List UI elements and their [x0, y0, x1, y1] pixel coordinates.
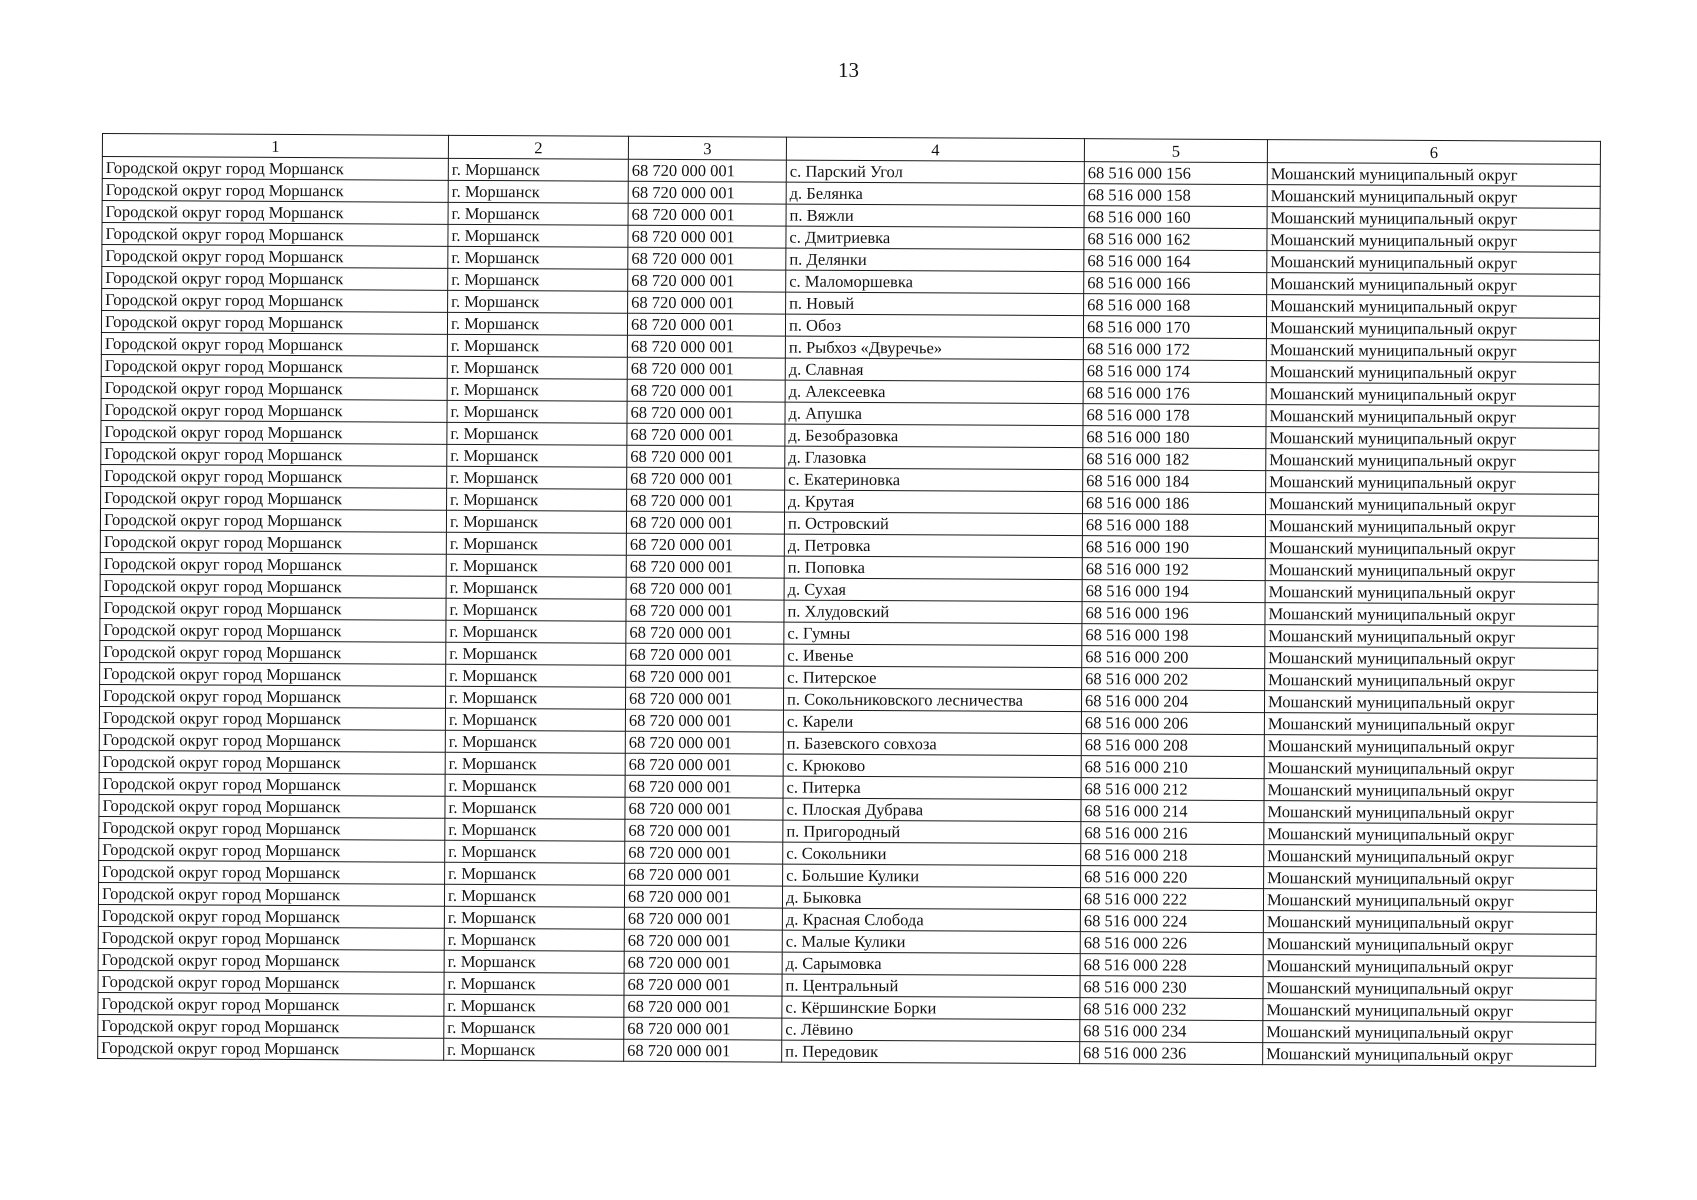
city-cell: г. Моршанск	[445, 686, 625, 709]
column-header: 6	[1267, 140, 1600, 165]
city-code-cell: 68 720 000 001	[624, 973, 782, 996]
settlement-cell: с. Карели	[783, 710, 1081, 734]
municipality-cell: Городской округ город Моршанск	[98, 948, 444, 972]
settlement-cell: с. Маломоршевка	[786, 270, 1084, 294]
settlement-code-cell: 68 516 000 168	[1084, 294, 1267, 317]
settlement-cell: п. Поповка	[784, 556, 1082, 580]
settlement-code-cell: 68 516 000 162	[1084, 228, 1267, 251]
municipality-cell: Городской округ город Моршанск	[101, 376, 447, 400]
municipality-cell: Городской округ город Моршанск	[100, 574, 446, 598]
settlement-cell: с. Екатериновка	[785, 468, 1083, 492]
municipality-cell: Городской округ город Моршанск	[101, 464, 447, 488]
district-cell: Мошанский муниципальный округ	[1264, 845, 1597, 869]
settlement-code-cell: 68 516 000 178	[1083, 404, 1266, 427]
column-header: 2	[448, 135, 628, 159]
city-code-cell: 68 720 000 001	[626, 577, 784, 600]
municipality-cell: Городской округ город Моршанск	[100, 618, 446, 642]
district-cell: Мошанский муниципальный округ	[1267, 163, 1600, 187]
city-code-cell: 68 720 000 001	[626, 533, 784, 556]
settlement-code-cell: 68 516 000 222	[1080, 888, 1263, 911]
city-code-cell: 68 720 000 001	[624, 885, 782, 908]
municipality-cell: Городской округ город Моршанск	[102, 267, 448, 291]
settlement-code-cell: 68 516 000 172	[1083, 338, 1266, 361]
settlement-cell: д. Сарымовка	[782, 952, 1080, 976]
settlement-code-cell: 68 516 000 176	[1083, 382, 1266, 405]
settlement-cell: п. Передовик	[782, 1040, 1080, 1064]
city-cell: г. Моршанск	[447, 378, 627, 401]
settlement-code-cell: 68 516 000 160	[1084, 206, 1267, 229]
district-cell: Мошанский муниципальный округ	[1265, 515, 1598, 539]
settlement-code-cell: 68 516 000 184	[1083, 470, 1266, 493]
city-code-cell: 68 720 000 001	[627, 467, 785, 490]
city-cell: г. Моршанск	[446, 576, 626, 599]
district-cell: Мошанский муниципальный округ	[1263, 1043, 1596, 1067]
district-cell: Мошанский муниципальный округ	[1266, 471, 1599, 495]
city-cell: г. Моршанск	[444, 994, 624, 1017]
city-code-cell: 68 720 000 001	[625, 775, 783, 798]
municipality-cell: Городской округ город Моршанск	[98, 1036, 444, 1060]
settlement-code-cell: 68 516 000 230	[1080, 976, 1263, 999]
settlement-cell: п. Хлудовский	[784, 600, 1082, 624]
settlement-code-cell: 68 516 000 212	[1081, 778, 1264, 801]
district-cell: Мошанский муниципальный округ	[1263, 977, 1596, 1001]
settlement-cell: п. Островский	[784, 512, 1082, 536]
city-code-cell: 68 720 000 001	[625, 819, 783, 842]
settlement-code-cell: 68 516 000 202	[1082, 668, 1265, 691]
municipality-cell: Городской округ город Моршанск	[101, 442, 447, 466]
city-code-cell: 68 720 000 001	[628, 181, 786, 204]
municipality-cell: Городской округ город Моршанск	[102, 179, 448, 203]
city-cell: г. Моршанск	[445, 796, 625, 819]
municipality-cell: Городской округ город Моршанск	[98, 904, 444, 928]
settlement-code-cell: 68 516 000 174	[1083, 360, 1266, 383]
settlement-cell: д. Апушка	[785, 402, 1083, 426]
district-cell: Мошанский муниципальный округ	[1267, 207, 1600, 231]
district-cell: Мошанский муниципальный округ	[1267, 185, 1600, 209]
settlement-code-cell: 68 516 000 224	[1080, 910, 1263, 933]
city-code-cell: 68 720 000 001	[624, 995, 782, 1018]
settlement-cell: д. Сухая	[784, 578, 1082, 602]
settlement-cell: п. Рыбхоз «Двуречье»	[785, 336, 1083, 360]
municipality-cell: Городской округ город Моршанск	[100, 530, 446, 554]
city-cell: г. Моршанск	[445, 730, 625, 753]
district-cell: Мошанский муниципальный округ	[1265, 559, 1598, 583]
settlement-code-cell: 68 516 000 216	[1081, 822, 1264, 845]
settlement-code-cell: 68 516 000 226	[1080, 932, 1263, 955]
city-cell: г. Моршанск	[444, 884, 624, 907]
district-cell: Мошанский муниципальный округ	[1265, 603, 1598, 627]
municipality-cell: Городской округ город Моршанск	[101, 311, 447, 335]
settlement-cell: д. Петровка	[784, 534, 1082, 558]
column-header: 4	[786, 137, 1084, 162]
settlement-code-cell: 68 516 000 190	[1082, 536, 1265, 559]
settlement-code-cell: 68 516 000 208	[1081, 734, 1264, 757]
district-cell: Мошанский муниципальный округ	[1267, 295, 1600, 319]
city-cell: г. Моршанск	[446, 642, 626, 665]
settlement-cell: с. Кёршинские Борки	[782, 996, 1080, 1020]
district-cell: Мошанский муниципальный округ	[1264, 779, 1597, 803]
municipality-cell: Городской округ город Моршанск	[98, 970, 444, 994]
city-cell: г. Моршанск	[448, 202, 628, 225]
city-code-cell: 68 720 000 001	[628, 247, 786, 270]
settlement-code-cell: 68 516 000 228	[1080, 954, 1263, 977]
settlement-cell: д. Славная	[785, 358, 1083, 382]
municipality-cell: Городской округ город Моршанск	[99, 816, 445, 840]
city-cell: г. Моршанск	[445, 708, 625, 731]
city-cell: г. Моршанск	[447, 334, 627, 357]
table-body	[98, 157, 1601, 1067]
city-cell: г. Моршанск	[445, 752, 625, 775]
city-code-cell: 68 720 000 001	[625, 731, 783, 754]
settlement-code-cell: 68 516 000 180	[1083, 426, 1266, 449]
city-code-cell: 68 720 000 001	[624, 929, 782, 952]
settlement-cell: п. Вяжли	[786, 204, 1084, 228]
city-cell: г. Моршанск	[446, 532, 626, 555]
settlement-code-cell: 68 516 000 200	[1082, 646, 1265, 669]
city-cell: г. Моршанск	[444, 906, 624, 929]
district-cell: Мошанский муниципальный округ	[1264, 757, 1597, 781]
municipality-cell: Городской округ город Моршанск	[100, 640, 446, 664]
district-cell: Мошанский муниципальный округ	[1265, 537, 1598, 561]
municipality-cell: Городской округ город Моршанск	[102, 157, 448, 181]
city-cell: г. Моршанск	[448, 268, 628, 291]
document-table-wrapper	[97, 133, 1601, 1067]
district-cell: Мошанский муниципальный округ	[1265, 647, 1598, 671]
city-cell: г. Моршанск	[446, 554, 626, 577]
settlement-code-cell: 68 516 000 182	[1083, 448, 1266, 471]
city-code-cell: 68 720 000 001	[625, 841, 783, 864]
settlement-cell: п. Центральный	[782, 974, 1080, 998]
settlement-cell: с. Ивенье	[784, 644, 1082, 668]
settlement-code-cell: 68 516 000 236	[1080, 1042, 1263, 1065]
settlement-cell: п. Сокольниковского лесничества	[783, 688, 1081, 712]
settlement-code-cell: 68 516 000 214	[1081, 800, 1264, 823]
municipality-cell: Городской округ город Моршанск	[102, 245, 448, 269]
municipality-cell: Городской округ город Моршанск	[99, 860, 445, 884]
city-cell: г. Моршанск	[448, 158, 628, 181]
settlement-code-cell: 68 516 000 196	[1082, 602, 1265, 625]
settlement-cell: п. Базевского совхоза	[783, 732, 1081, 756]
district-cell: Мошанский муниципальный округ	[1267, 229, 1600, 253]
municipality-cell: Городской округ город Моршанск	[101, 398, 447, 422]
municipality-cell: Городской округ город Моршанск	[99, 838, 445, 862]
municipality-cell: Городской округ город Моршанск	[98, 926, 444, 950]
city-code-cell: 68 720 000 001	[627, 423, 785, 446]
city-code-cell: 68 720 000 001	[627, 357, 785, 380]
settlement-code-cell: 68 516 000 194	[1082, 580, 1265, 603]
city-cell: г. Моршанск	[444, 1038, 624, 1061]
city-cell: г. Моршанск	[445, 840, 625, 863]
district-cell: Мошанский муниципальный округ	[1263, 1021, 1596, 1045]
municipality-cell: Городской округ город Моршанск	[101, 486, 447, 510]
city-code-cell: 68 720 000 001	[627, 313, 785, 336]
settlement-code-cell: 68 516 000 188	[1082, 514, 1265, 537]
settlement-code-cell: 68 516 000 234	[1080, 1020, 1263, 1043]
district-cell: Мошанский муниципальный округ	[1264, 867, 1597, 891]
city-cell: г. Моршанск	[445, 774, 625, 797]
city-code-cell: 68 720 000 001	[628, 159, 786, 182]
city-cell: г. Моршанск	[445, 818, 625, 841]
municipality-cell: Городской округ город Моршанск	[100, 552, 446, 576]
settlement-code-cell: 68 516 000 164	[1084, 250, 1267, 273]
city-cell: г. Моршанск	[446, 598, 626, 621]
municipality-cell: Городской округ город Моршанск	[102, 289, 448, 313]
settlement-code-cell: 68 516 000 186	[1083, 492, 1266, 515]
city-code-cell: 68 720 000 001	[624, 951, 782, 974]
column-header: 3	[628, 136, 786, 160]
district-cell: Мошанский муниципальный округ	[1266, 427, 1599, 451]
page-number: 13	[838, 58, 859, 82]
settlement-cell: с. Сокольники	[783, 842, 1081, 866]
city-code-cell: 68 720 000 001	[626, 621, 784, 644]
city-cell: г. Моршанск	[445, 862, 625, 885]
city-code-cell: 68 720 000 001	[625, 797, 783, 820]
settlement-code-cell: 68 516 000 206	[1081, 712, 1264, 735]
settlement-code-cell: 68 516 000 192	[1082, 558, 1265, 581]
city-code-cell: 68 720 000 001	[625, 687, 783, 710]
district-cell: Мошанский муниципальный округ	[1264, 823, 1597, 847]
settlement-cell: д. Крутая	[785, 490, 1083, 514]
district-cell: Мошанский муниципальный округ	[1266, 449, 1599, 473]
settlement-code-cell: 68 516 000 170	[1083, 316, 1266, 339]
city-code-cell: 68 720 000 001	[627, 489, 785, 512]
city-code-cell: 68 720 000 001	[625, 709, 783, 732]
municipality-cell: Городской округ город Моршанск	[99, 794, 445, 818]
settlement-cell: с. Гумны	[784, 622, 1082, 646]
municipality-cell: Городской округ город Моршанск	[99, 728, 445, 752]
settlement-cell: с. Плоская Дубрава	[783, 798, 1081, 822]
city-cell: г. Моршанск	[447, 444, 627, 467]
district-cell: Мошанский муниципальный округ	[1263, 999, 1596, 1023]
city-cell: г. Моршанск	[446, 620, 626, 643]
settlement-code-cell: 68 516 000 210	[1081, 756, 1264, 779]
settlement-cell: с. Малые Кулики	[782, 930, 1080, 954]
city-code-cell: 68 720 000 001	[624, 907, 782, 930]
district-cell: Мошанский муниципальный округ	[1263, 911, 1596, 935]
city-code-cell: 68 720 000 001	[626, 555, 784, 578]
district-cell: Мошанский муниципальный округ	[1266, 339, 1599, 363]
municipality-cell: Городской округ город Моршанск	[101, 420, 447, 444]
municipality-cell: Городской округ город Моршанск	[99, 750, 445, 774]
district-cell: Мошанский муниципальный округ	[1264, 691, 1597, 715]
settlement-cell: с. Питерское	[784, 666, 1082, 690]
city-cell: г. Моршанск	[448, 180, 628, 203]
district-cell: Мошанский муниципальный округ	[1265, 581, 1598, 605]
settlement-code-cell: 68 516 000 198	[1082, 624, 1265, 647]
city-code-cell: 68 720 000 001	[628, 203, 786, 226]
municipality-cell: Городской округ город Моршанск	[99, 684, 445, 708]
city-cell: г. Моршанск	[447, 312, 627, 335]
municipality-cell: Городской округ город Моршанск	[100, 662, 446, 686]
city-cell: г. Моршанск	[447, 356, 627, 379]
settlement-cell: п. Новый	[786, 292, 1084, 316]
city-cell: г. Моршанск	[448, 290, 628, 313]
city-cell: г. Моршанск	[444, 1016, 624, 1039]
district-cell: Мошанский муниципальный округ	[1263, 889, 1596, 913]
settlement-code-cell: 68 516 000 204	[1081, 690, 1264, 713]
settlement-code-cell: 68 516 000 220	[1081, 866, 1264, 889]
settlement-code-cell: 68 516 000 166	[1084, 272, 1267, 295]
settlement-code-cell: 68 516 000 158	[1084, 184, 1267, 207]
city-cell: г. Моршанск	[446, 664, 626, 687]
municipality-cell: Городской округ город Моршанск	[98, 992, 444, 1016]
district-cell: Мошанский муниципальный округ	[1267, 273, 1600, 297]
settlement-code-cell: 68 516 000 218	[1081, 844, 1264, 867]
city-cell: г. Моршанск	[447, 422, 627, 445]
settlement-cell: с. Большие Кулики	[783, 864, 1081, 888]
settlement-cell: с. Питерка	[783, 776, 1081, 800]
district-cell: Мошанский муниципальный округ	[1267, 251, 1600, 275]
city-cell: г. Моршанск	[446, 510, 626, 533]
municipality-cell: Городской округ город Моршанск	[99, 706, 445, 730]
city-cell: г. Моршанск	[444, 950, 624, 973]
settlement-cell: д. Красная Слобода	[782, 908, 1080, 932]
district-cell: Мошанский муниципальный округ	[1266, 405, 1599, 429]
city-cell: г. Моршанск	[444, 928, 624, 951]
settlement-cell: п. Делянки	[786, 248, 1084, 272]
district-cell: Мошанский муниципальный округ	[1264, 713, 1597, 737]
settlement-cell: п. Обоз	[785, 314, 1083, 338]
city-code-cell: 68 720 000 001	[628, 269, 786, 292]
city-code-cell: 68 720 000 001	[628, 291, 786, 314]
settlement-cell: д. Белянка	[786, 182, 1084, 206]
district-cell: Мошанский муниципальный округ	[1265, 669, 1598, 693]
column-header: 1	[102, 134, 448, 159]
settlement-cell: п. Пригородный	[783, 820, 1081, 844]
settlement-cell: с. Дмитриевка	[786, 226, 1084, 250]
city-code-cell: 68 720 000 001	[624, 1017, 782, 1040]
settlement-cell: д. Алексеевка	[785, 380, 1083, 404]
city-code-cell: 68 720 000 001	[626, 665, 784, 688]
city-cell: г. Моршанск	[444, 972, 624, 995]
settlement-cell: с. Лёвино	[782, 1018, 1080, 1042]
city-code-cell: 68 720 000 001	[626, 511, 784, 534]
settlement-cell: д. Быковка	[782, 886, 1080, 910]
settlement-code-cell: 68 516 000 156	[1084, 162, 1267, 185]
municipality-cell: Городской округ город Моршанск	[102, 223, 448, 247]
settlement-code-cell: 68 516 000 232	[1080, 998, 1263, 1021]
city-code-cell: 68 720 000 001	[626, 599, 784, 622]
city-code-cell: 68 720 000 001	[628, 225, 786, 248]
district-cell: Мошанский муниципальный округ	[1266, 383, 1599, 407]
municipality-cell: Городской округ город Моршанск	[102, 201, 448, 225]
column-header: 5	[1084, 139, 1267, 163]
municipality-cell: Городской округ город Моршанск	[101, 354, 447, 378]
city-code-cell: 68 720 000 001	[627, 335, 785, 358]
district-cell: Мошанский муниципальный округ	[1265, 625, 1598, 649]
settlement-cell: с. Крюково	[783, 754, 1081, 778]
city-cell: г. Моршанск	[448, 224, 628, 247]
municipality-cell: Городской округ город Моршанск	[100, 596, 446, 620]
district-cell: Мошанский муниципальный округ	[1266, 317, 1599, 341]
municipality-cell: Городской округ город Моршанск	[99, 772, 445, 796]
municipality-cell: Городской округ город Моршанск	[101, 332, 447, 356]
settlements-table	[97, 133, 1601, 1067]
city-cell: г. Моршанск	[447, 466, 627, 489]
settlement-cell: д. Глазовка	[785, 446, 1083, 470]
city-code-cell: 68 720 000 001	[627, 401, 785, 424]
municipality-cell: Городской округ город Моршанск	[100, 508, 446, 532]
district-cell: Мошанский муниципальный округ	[1263, 933, 1596, 957]
city-cell: г. Моршанск	[447, 488, 627, 511]
city-cell: г. Моршанск	[448, 246, 628, 269]
city-code-cell: 68 720 000 001	[627, 445, 785, 468]
settlement-cell: д. Безобразовка	[785, 424, 1083, 448]
city-code-cell: 68 720 000 001	[625, 753, 783, 776]
municipality-cell: Городской округ город Моршанск	[98, 1014, 444, 1038]
municipality-cell: Городской округ город Моршанск	[98, 882, 444, 906]
district-cell: Мошанский муниципальный округ	[1266, 361, 1599, 385]
city-code-cell: 68 720 000 001	[627, 379, 785, 402]
city-code-cell: 68 720 000 001	[626, 643, 784, 666]
settlement-cell: с. Парский Угол	[786, 160, 1084, 184]
district-cell: Мошанский муниципальный округ	[1264, 801, 1597, 825]
city-code-cell: 68 720 000 001	[625, 863, 783, 886]
city-code-cell: 68 720 000 001	[624, 1039, 782, 1062]
city-cell: г. Моршанск	[447, 400, 627, 423]
district-cell: Мошанский муниципальный округ	[1264, 735, 1597, 759]
district-cell: Мошанский муниципальный округ	[1263, 955, 1596, 979]
district-cell: Мошанский муниципальный округ	[1266, 493, 1599, 517]
